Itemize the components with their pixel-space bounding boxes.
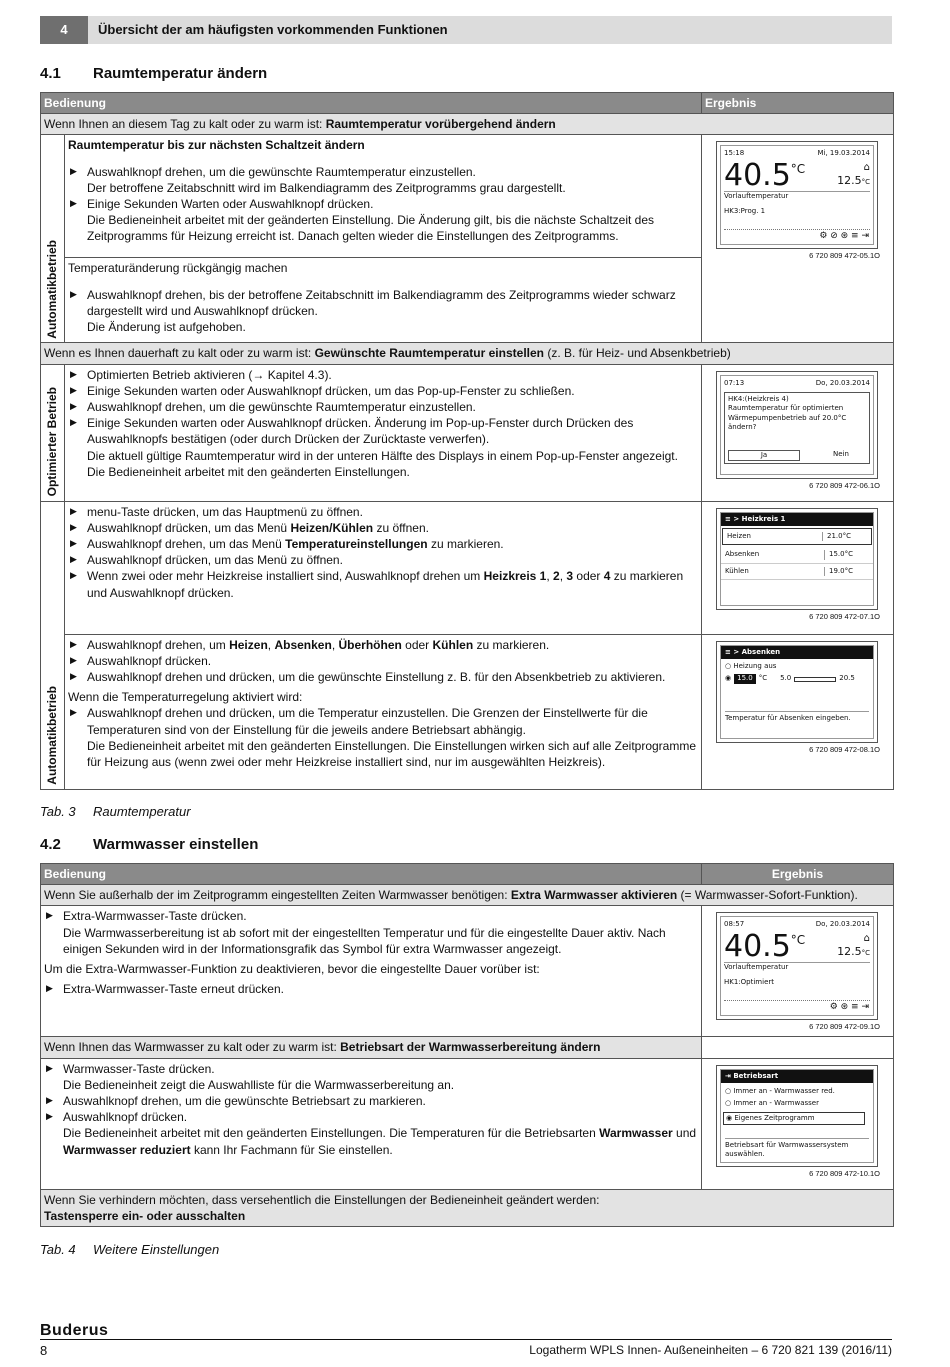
col-header-bedienung: Bedienung [41,864,702,885]
list-item: ▶ Extra-Warmwasser-Taste drücken. Die Warmwasserbereitung ist ab sofort mit der eingestellten Temperatur und für die eingestellte Dauer aktiv. Nach einigen Sekunden wird in der Informationsgrafik das Symbol für extra Warmwasser angezeigt. [44,908,698,957]
list-item: ▶ Auswahlknopf drehen, um die gewünschte Raumtemperatur einzustellen. Der betroffene Zeitabschnitt wird im Balkendiagramm des Zeitprogramms grau dargestellt. [68,164,698,196]
list-item: ▶ Auswahlknopf drehen und drücken, um die Temperatur einzustellen. Die Grenzen der Einstellwerte für die Temperaturen sind von der Einstellung für die jeweils andere Betriebsart abhängig. Die Bedieneinheit arbeitet mit den geänderten Einstellungen. Die Einstellungen wirken sich auf alle Zeitprogramme für Heizung aus (wenn zwei oder mehr Heizkreise installiert sind, nur im ausgewählten Heizkreis). [68,705,698,770]
list-item: ▶ Auswahlknopf drücken, um das Menü Heizen/Kühlen zu öffnen. [68,520,698,536]
document-reference: Logatherm WPLS Innen- Außeneinheiten – 6 720 821 139 (2016/11) [529,1343,892,1357]
display-list-item: Heizen 21.0°C [722,528,872,545]
footer-divider [40,1339,892,1340]
list-item: ▶ Auswahlknopf drehen, um das Menü Temperatureinstellungen zu markieren. [68,536,698,552]
list-item: ▶ Einige Sekunden warten oder Auswahlknopf drücken. Änderung im Pop-up-Fenster durch Drücken des Auswahlknopfs bestätigen (oder durch Drücken der Zurücktaste verwerfen). Die aktuell gültige Raumtemperatur wird in der unteren Hälfte des Displays in einem Pop-up-Fenster angezeigt. Die Bedieneinheit arbeitet mit den geänderten Einstellungen. [68,415,698,480]
result-display-4: ≡ > Absenken ○ Heizung aus ◉ 15.0 °C 5.0 20.5 Temperatur für Absenken eingeben. 6 720 809 472-08.1O [702,634,894,789]
display-screen: 08:57 Do, 20.03.2014 40.5 °C ⌂ 12.5°C Vorlauftemperatur HK1:Optimiert ⚙ ⊛ ≡ ⇥ [716,912,878,1020]
list-item: ▶ Auswahlknopf drücken. [68,653,698,669]
house-icon: ⌂ [863,932,870,944]
col-header-ergebnis: Ergebnis [702,864,894,885]
status-icons: ⚙ ⊛ ≡ ⇥ [829,1002,869,1013]
status-icons: ⚙ ⊘ ⊛ ≡ ⇥ [819,231,869,242]
table-row: Wenn Sie verhindern möchten, dass versehentlich die Einstellungen der Bedieneinheit geändert werden: Tastensperre ein- oder ausschalten [41,1189,894,1226]
list-item: ▶ menu-Taste drücken, um das Hauptmenü zu öffnen. [68,504,698,520]
list-item: ▶ Einige Sekunden Warten oder Auswahlknopf drücken. Die Bedieneinheit arbeitet mit der geänderten Einstellung. Die Änderung gilt, bis die nächste Schaltzeit des Zeitprogramms für Heizung erreicht ist. Danach gelten wieder die Einstellungen des Zeitprogramms. [68,196,698,245]
table-row: Automatikbetrieb Raumtemperatur bis zur nächsten Schaltzeit ändern ▶ Auswahlknopf drehen, um die gewünschte Raumtemperatur einzustellen. Der betroffene Zeitabschnitt wird im Balkendiagramm des Zeitprogramms grau dargestellt. ▶ Einige Sekunden Warten oder Auswahlknopf drücken. Die Bedieneinheit arbeitet mit der geänderten Einstellung. Die Änderung gilt, bis die nächste Schaltzeit des Zeitprogramms für Heizung erreicht ist. Danach gelten wieder die Einstellungen des Zeitprogramms. 15:18 Mi, 19.03.2014 40.5 °C ⌂ 12.5°C Vorlauftemperatur HK3:Prog. 1 ⚙ ⊘ ⊛ ≡ ⇥ 6 720 809 472-05.1O [41,135,894,258]
display-list-item: Kühlen 19.0°C [721,564,873,580]
heizkreis-icon: ≡ [725,514,731,523]
chapter-number: 4 [40,16,88,44]
table-warmwasser [40,863,894,1227]
result-display-6: ⇥ Betriebsart ○ Immer an - Warmwasser red. ○ Immer an - Warmwasser ◉ Eigenes Zeitprogramm Betriebsart für Warmwassersystem auswählen. 6 720 809 472-10.1O [702,1058,894,1189]
list-item: ▶ Wenn zwei oder mehr Heizkreise installiert sind, Auswahlknopf drehen um Heizkreis 1, 2, 3 oder 4 zu markieren und Auswahlknopf drücken. [68,568,698,600]
table-row: Wenn Ihnen an diesem Tag zu kalt oder zu warm ist: Raumtemperatur vorübergehend ändern [41,114,894,135]
table-row: Wenn Ihnen das Warmwasser zu kalt oder zu warm ist: Betriebsart der Warmwasserbereitung ändern [41,1037,894,1058]
house-icon: ⌂ [863,161,870,173]
table-raumtemperatur [40,92,894,790]
table-row [41,364,894,501]
chapter-title: Übersicht der am häufigsten vorkommenden Funktionen [98,22,448,38]
no-button: Nein [833,449,849,458]
list-item: ▶ Auswahlknopf drehen und drücken, um die gewünschte Einstellung z. B. für den Absenkbetrieb zu aktivieren. [68,669,698,685]
tap-icon: ⇥ [725,1071,731,1080]
list-item: ▶ Auswahlknopf drehen, bis der betroffene Zeitabschnitt im Balkendiagramm des Zeitprogramms wieder schwarz dargestellt wird und Auswahlknopf drücken. Die Änderung ist aufgehoben. [68,287,698,336]
display-screen: ≡ > Heizkreis 1 Heizen 21.0°C Absenken 15.0°C Kühlen 19.0°C [716,508,878,610]
list-item: ▶ Extra-Warmwasser-Taste erneut drücken. [44,981,698,997]
side-label-automatik: Automatikbetrieb [41,135,65,343]
table-row: ▶ Auswahlknopf drehen, um Heizen, Absenken, Überhöhen oder Kühlen zu markieren. ▶ Auswahlknopf drücken. ▶ Auswahlknopf drehen und drücken, um die gewünschte Einstellung z. B. für den Absenkbetrieb zu aktivieren. Wenn die Temperaturregelung aktiviert wird: ▶ Auswahlknopf drehen und drücken, um die Temperatur einzustellen. Die Grenzen der Einstellwerte für die Temperaturen sind von der Einstellung für die jeweils andere Betriebsart abhängig. Die Bedieneinheit arbeitet mit den geänderten Einstellungen. Die Einstellungen wirken sich auf alle Zeitprogramme für Heizung aus (wenn zwei oder mehr Heizkreise installiert sind, nur im ausgewählten Heizkreis). ≡ > Absenken ○ Heizung aus ◉ 15.0 °C 5.0 20.5 Temperatur für Absenken eingeben. 6 720 809 472-08.1O [41,634,894,789]
side-label-optimiert: Optimierter Betrieb [41,364,65,501]
list-item: ▶ Optimierten Betrieb aktivieren (→ Kapitel 4.3). [68,367,698,383]
side-label-automatik-2: Automatikbetrieb [41,501,65,789]
list-item: ▶ Auswahlknopf drücken, um das Menü zu öffnen. [68,552,698,568]
table-row: ▶ Extra-Warmwasser-Taste drücken. Die Warmwasserbereitung ist ab sofort mit der eingestellten Temperatur und für die eingestellte Dauer aktiv. Nach einigen Sekunden wird in der Informationsgrafik das Symbol für extra Warmwasser angezeigt. Um die Extra-Warmwasser-Funktion zu deaktivieren, bevor die eingestellte Dauer vorüber ist: ▶ Extra-Warmwasser-Taste erneut drücken. 08:57 Do, 20.03.2014 40.5 °C ⌂ 12.5°C Vorlauftemperatur HK1:Optimiert ⚙ ⊛ ≡ ⇥ 6 720 809 472-09.1O [41,906,894,1037]
list-item: ▶ Auswahlknopf drücken. Die Bedieneinheit arbeitet mit den geänderten Einstellungen. Die Temperaturen für die Betriebsarten Warmwasser und Warmwasser reduziert kann Ihr Fachmann für Sie einstellen. [44,1109,698,1158]
chapter-header [40,16,892,44]
list-item: ▶ Auswahlknopf drehen, um Heizen, Absenken, Überhöhen oder Kühlen zu markieren. [68,637,698,653]
result-display-2: 07:13 Do, 20.03.2014 HK4:(Heizkreis 4) Raumtemperatur für optimierten Wärmepumpenbetrieb auf 20.0°C ändern? Ja Nein 6 720 809 472-06.1O [702,364,894,501]
col-header-ergebnis: Ergebnis [702,93,894,114]
table-row [41,501,894,634]
list-item: ▶ Auswahlknopf drehen, um die gewünschte Betriebsart zu markieren. [44,1093,698,1109]
section-heading-4-1: 4.1 Raumtemperatur ändern [40,65,268,82]
col-header-bedienung: Bedienung [41,93,702,114]
display-screen: 15:18 Mi, 19.03.2014 40.5 °C ⌂ 12.5°C Vorlauftemperatur HK3:Prog. 1 ⚙ ⊘ ⊛ ≡ ⇥ [716,141,878,249]
table-row: Wenn Sie außerhalb der im Zeitprogramm eingestellten Zeiten Warmwasser benötigen: Extra Warmwasser aktivieren (= Warmwasser-Sofort-Funktion). [41,885,894,906]
yes-button: Ja [728,450,800,461]
display-screen: ≡ > Absenken ○ Heizung aus ◉ 15.0 °C 5.0 20.5 Temperatur für Absenken eingeben. [716,641,878,743]
page-number: 8 [40,1343,48,1358]
result-display-3: ≡ > Heizkreis 1 Heizen 21.0°C Absenken 15.0°C Kühlen 19.0°C 6 720 809 472-07.1O [702,501,894,634]
table-caption-3: Tab. 3 Raumtemperatur [40,804,191,819]
list-item: ▶ Warmwasser-Taste drücken. Die Bedieneinheit zeigt die Auswahlliste für die Warmwasserbereitung an. [44,1061,698,1093]
display-screen: 07:13 Do, 20.03.2014 HK4:(Heizkreis 4) Raumtemperatur für optimierten Wärmepumpenbetrieb auf 20.0°C ändern? Ja Nein [716,371,878,479]
display-screen: ⇥ Betriebsart ○ Immer an - Warmwasser red. ○ Immer an - Warmwasser ◉ Eigenes Zeitprogramm Betriebsart für Warmwassersystem auswählen. [716,1065,878,1167]
section-heading-4-2: 4.2 Warmwasser einstellen [40,836,259,853]
table-caption-4: Tab. 4 Weitere Einstellungen [40,1242,220,1257]
list-item: ▶ Auswahlknopf drehen, um die gewünschte Raumtemperatur einzustellen. [68,399,698,415]
result-display-5: 08:57 Do, 20.03.2014 40.5 °C ⌂ 12.5°C Vorlauftemperatur HK1:Optimiert ⚙ ⊛ ≡ ⇥ 6 720 809 472-09.1O [702,906,894,1037]
table-row: Wenn es Ihnen dauerhaft zu kalt oder zu warm ist: Gewünschte Raumtemperatur einstellen (z. B. für Heiz- und Absenkbetrieb) [41,343,894,364]
brand-logo: Buderus [40,1322,109,1339]
display-list-item: Absenken 15.0°C [721,547,873,563]
list-item: ▶ Einige Sekunden warten oder Auswahlknopf drücken, um das Pop-up-Fenster zu schließen. [68,383,698,399]
result-display-1: 15:18 Mi, 19.03.2014 40.5 °C ⌂ 12.5°C Vorlauftemperatur HK3:Prog. 1 ⚙ ⊘ ⊛ ≡ ⇥ 6 720 809 472-05.1O [702,135,894,343]
heizkreis-icon: ≡ [725,647,731,656]
table-row [41,1058,894,1189]
table-row: Temperaturänderung rückgängig machen ▶ Auswahlknopf drehen, bis der betroffene Zeitabschnitt im Balkendiagramm des Zeitprogramms wieder schwarz dargestellt wird und Auswahlknopf drücken. Die Änderung ist aufgehoben. [41,258,894,343]
